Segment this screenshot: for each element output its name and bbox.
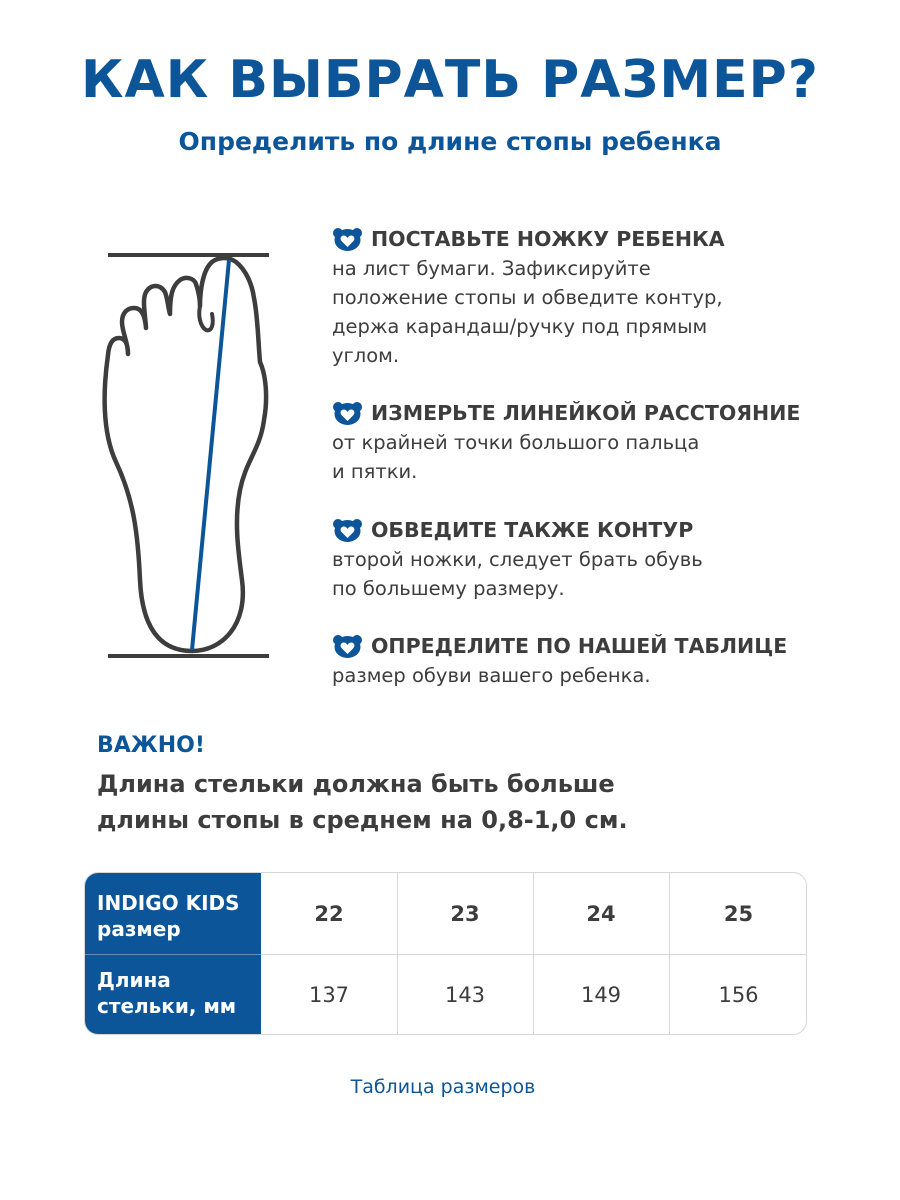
row-header-divider — [85, 954, 261, 955]
insole-length-cell: 156 — [718, 983, 759, 1007]
size-cell: 23 — [450, 902, 480, 926]
foot-outline-icon — [105, 258, 266, 651]
step-2-text: от крайней точки большого пальца и пятки. — [332, 431, 700, 483]
bear-heart-icon — [332, 518, 363, 542]
step-2-heading: ИЗМЕРЬТЕ ЛИНЕЙКОЙ РАССТОЯНИЕ — [371, 401, 801, 425]
page-title: КАК ВЫБРАТЬ РАЗМЕР? — [81, 50, 819, 110]
step-4-text: размер обуви вашего ребенка. — [332, 664, 651, 687]
step-3 — [332, 515, 852, 603]
bear-heart-icon — [332, 634, 363, 658]
size-table — [84, 872, 807, 1035]
insole-length-cell: 143 — [444, 983, 486, 1007]
size-cell: 24 — [586, 902, 616, 926]
step-2 — [332, 398, 852, 486]
important-heading: ВАЖНО! — [97, 733, 205, 758]
step-1 — [332, 224, 852, 370]
bear-heart-icon — [332, 227, 363, 251]
big-toe-nail-icon — [199, 306, 213, 330]
row-header-size: INDIGO KIDS размер — [97, 891, 240, 941]
bear-heart-icon — [332, 401, 363, 425]
step-3-heading: ОБВЕДИТЕ ТАКЖЕ КОНТУР — [371, 518, 694, 542]
insole-length-cell: 137 — [308, 983, 350, 1007]
table-row-header-column — [85, 873, 261, 1035]
row-header-insole-length: Длина стельки, мм — [97, 968, 237, 1018]
foot-measurement-illustration — [100, 250, 275, 660]
important-text: Длина стельки должна быть больше длины стопы в среднем на 0,8-1,0 см. — [97, 770, 628, 834]
measurement-line — [192, 260, 229, 650]
step-1-text: на лист бумаги. Зафиксируйте положение стопы и обведите контур, держа карандаш/ручку под прямым углом. — [332, 257, 723, 367]
table-caption: Таблица размеров — [350, 1076, 536, 1098]
row-divider — [261, 954, 807, 955]
size-cell: 22 — [314, 902, 344, 926]
insole-length-cell: 149 — [580, 983, 622, 1007]
step-1-heading: ПОСТАВЬТЕ НОЖКУ РЕБЕНКА — [371, 227, 725, 251]
step-4 — [332, 631, 852, 690]
step-4-heading: ОПРЕДЕЛИТЕ ПО НАШЕЙ ТАБЛИЦЕ — [371, 634, 788, 658]
step-3-text: второй ножки, следует брать обувь по большему размеру. — [332, 548, 703, 600]
page-subtitle: Определить по длине стопы ребенка — [178, 127, 722, 156]
size-cell: 25 — [723, 902, 754, 926]
